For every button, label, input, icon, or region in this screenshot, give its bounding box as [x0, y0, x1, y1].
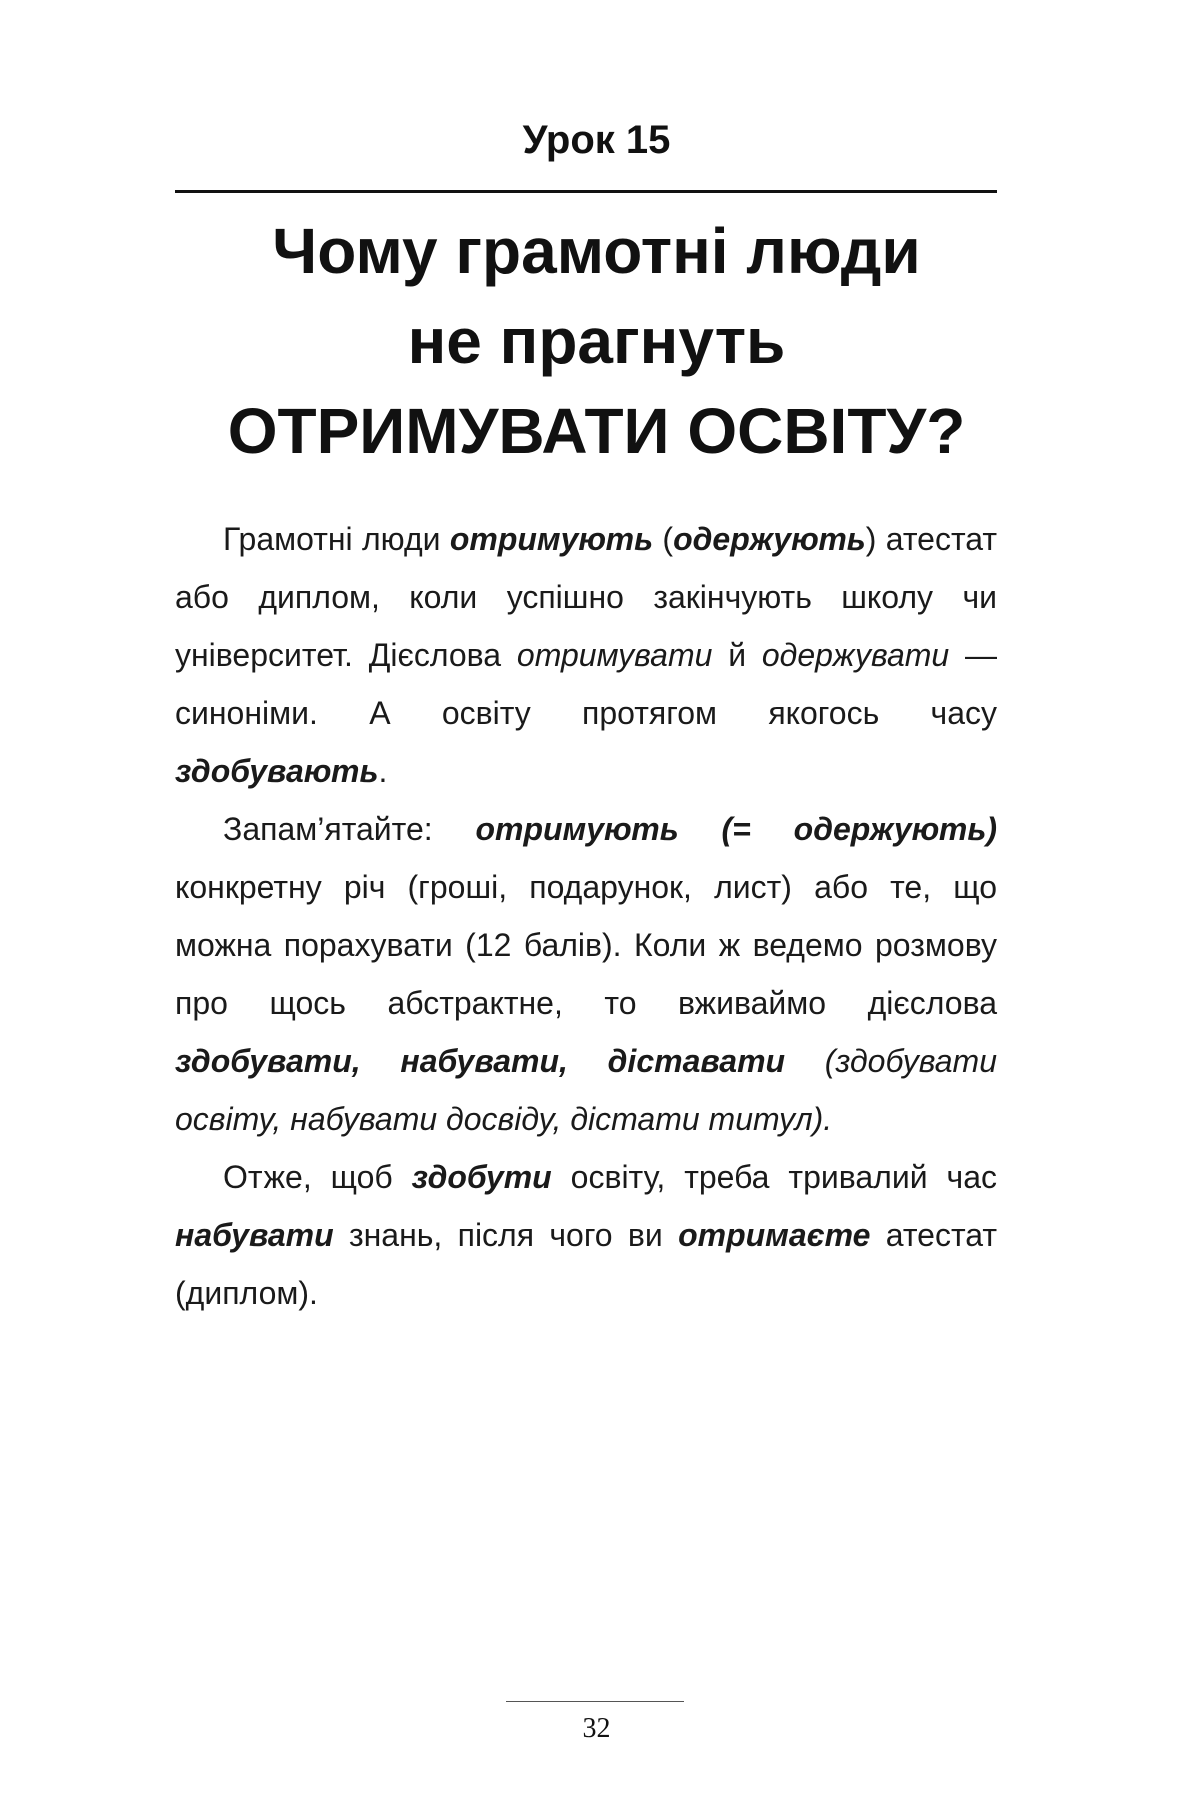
text-run: Грамотні люди: [223, 521, 450, 557]
title-line-2: не прагнуть: [407, 305, 786, 377]
text-run: ) атестат або диплом, коли успішно закінчують школу чи університет. Дієслова: [175, 521, 997, 673]
text-run: Отже, щоб: [223, 1159, 412, 1195]
text-run: .: [378, 753, 388, 789]
emphasis-term: отримують (= одержують): [475, 811, 997, 847]
footer-divider: [506, 1701, 684, 1702]
paragraph-2: [175, 800, 997, 1148]
text-run: [785, 1043, 825, 1079]
page-number: 32: [582, 1713, 611, 1744]
lesson-label: Урок 15: [522, 118, 671, 162]
emphasis-term: отримаєте: [678, 1217, 871, 1253]
italic-term: отримувати: [516, 637, 713, 673]
emphasis-term: одержують: [673, 521, 866, 557]
text-run: атестат (диплом).: [175, 1217, 998, 1311]
emphasis-term: набувати: [175, 1217, 334, 1253]
text-run: освіту, треба тривалий час: [551, 1159, 998, 1195]
title-line-1: Чому грамотні люди: [272, 215, 921, 287]
text-run: — синоніми. А освіту протягом якогось часу: [175, 637, 998, 731]
emphasis-term: здобути: [411, 1159, 552, 1195]
emphasis-term: здобувати, набувати, діставати: [175, 1043, 786, 1079]
emphasis-term: отримують: [449, 521, 654, 557]
paragraph-3: [175, 1148, 997, 1322]
text-run: (: [653, 521, 674, 557]
text-run: й: [712, 637, 762, 673]
text-run: знань, після чого ви: [333, 1217, 679, 1253]
title-line-3: ОТРИМУВАТИ ОСВІТУ?: [227, 395, 966, 467]
text-run: конкретну річ (гроші, подарунок, лист) або те, що можна порахувати (12 балів). Коли ж ведемо розмову про щось абстрактне, то вживаймо дієслова: [175, 869, 997, 1021]
emphasis-term: здобувають: [175, 753, 379, 789]
page-title: [150, 206, 1043, 476]
paragraph-1: [175, 510, 997, 800]
italic-example: (здобувати освіту, набувати досвіду, дістати титул).: [175, 1043, 997, 1137]
italic-term: одержувати: [761, 637, 950, 673]
text-run: Запам’ятайте:: [223, 811, 476, 847]
body-text: [175, 510, 997, 1322]
header-divider: [175, 190, 997, 193]
